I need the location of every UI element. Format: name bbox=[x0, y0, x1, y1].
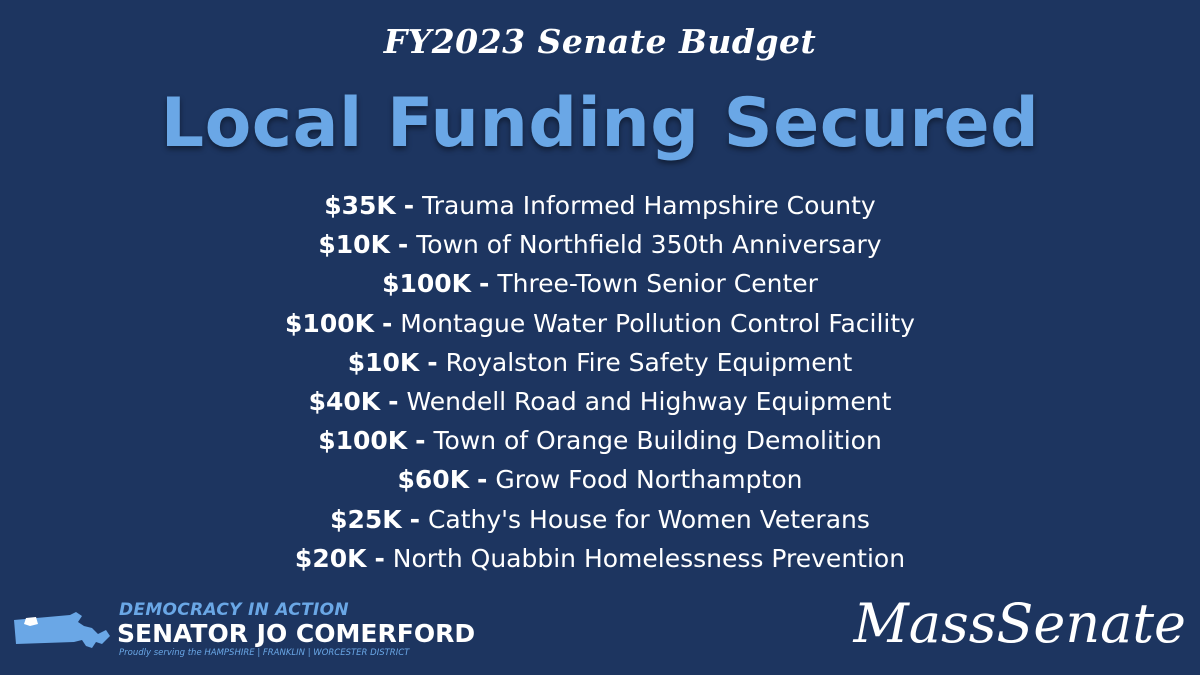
funding-separator: - bbox=[478, 269, 490, 299]
funding-amount: $25K bbox=[330, 504, 402, 534]
funding-amount: $35K bbox=[324, 191, 396, 220]
funding-amount: $10K bbox=[318, 230, 390, 260]
funding-item bbox=[0, 539, 1200, 578]
funding-amount: $20K bbox=[294, 543, 367, 573]
funding-label: Trauma Informed Hampshire County bbox=[422, 191, 876, 220]
funding-amount: $60K bbox=[397, 465, 470, 495]
funding-item bbox=[0, 264, 1200, 303]
page-title: Local Funding Secured bbox=[160, 84, 1040, 163]
funding-separator: - bbox=[477, 465, 488, 495]
budget-subtitle: FY2023 Senate Budget bbox=[383, 22, 817, 61]
funding-label: Town of Orange Building Demolition bbox=[433, 426, 882, 456]
funding-separator: - bbox=[374, 543, 385, 573]
funding-separator: - bbox=[415, 426, 426, 456]
funding-separator: - bbox=[409, 504, 420, 534]
funding-label: Royalston Fire Safety Equipment bbox=[445, 347, 853, 377]
funding-amount: $10K bbox=[347, 347, 420, 377]
logo-name: SENATOR JO COMERFORD bbox=[117, 619, 476, 648]
funding-item bbox=[0, 304, 1200, 343]
funding-amount: $100K bbox=[318, 426, 408, 456]
funding-item bbox=[0, 500, 1200, 539]
funding-separator: - bbox=[403, 191, 415, 220]
massachusetts-map-icon bbox=[12, 606, 112, 656]
logo-serving: Proudly serving the HAMPSHIRE | FRANKLIN | WORCESTER DISTRICT bbox=[119, 648, 410, 658]
funding-separator: - bbox=[388, 386, 399, 416]
funding-list bbox=[0, 186, 1200, 578]
funding-label: Town of Northfield 350th Anniversary bbox=[416, 230, 882, 260]
funding-item bbox=[0, 343, 1200, 382]
funding-amount: $40K bbox=[308, 386, 381, 416]
funding-label: Cathy's House for Women Veterans bbox=[427, 504, 870, 534]
funding-label: North Quabbin Homelessness Prevention bbox=[392, 543, 906, 573]
mass-senate-brand: MassSenate bbox=[853, 592, 1186, 655]
funding-item bbox=[0, 225, 1200, 264]
senator-logo bbox=[12, 600, 476, 662]
funding-item bbox=[0, 421, 1200, 460]
funding-label: Three-Town Senior Center bbox=[497, 269, 818, 299]
funding-amount: $100K bbox=[285, 308, 374, 338]
funding-amount: $100K bbox=[382, 269, 472, 299]
logo-tagline: DEMOCRACY IN ACTION bbox=[119, 600, 349, 620]
funding-separator: - bbox=[397, 230, 409, 260]
funding-separator: - bbox=[381, 308, 393, 338]
funding-label: Wendell Road and Highway Equipment bbox=[406, 386, 892, 416]
funding-label: Grow Food Northampton bbox=[495, 465, 803, 495]
funding-item bbox=[0, 382, 1200, 421]
funding-item bbox=[0, 460, 1200, 499]
funding-label: Montague Water Pollution Control Facility bbox=[400, 308, 915, 338]
funding-item bbox=[0, 186, 1200, 225]
funding-separator: - bbox=[427, 347, 438, 377]
